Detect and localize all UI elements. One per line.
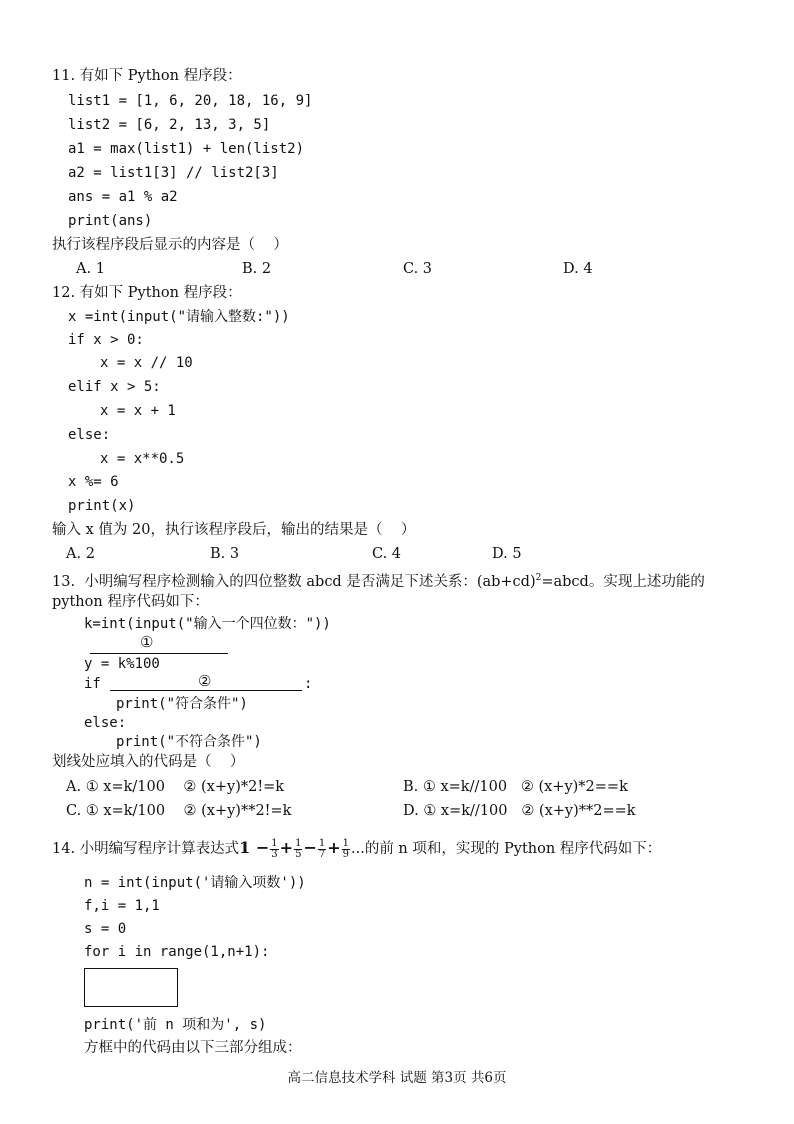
q12-code-line-6: else:: [68, 427, 111, 443]
q11-question: 执行该程序段后显示的内容是（ ）: [52, 237, 288, 253]
q13-stem: 13. 小明编写程序检测输入的四位整数 abcd 是否满足下述关系：$(ab+cd)^2=abcd$。实现上述功能的: [52, 573, 705, 590]
q12-option-b: B. 3: [210, 546, 240, 562]
q11-code-line-6: print(ans): [68, 213, 153, 229]
q11-code-line-2: list2 = [6, 2, 13, 3, 5]: [68, 117, 271, 133]
q14-code-line-3: s = 0: [84, 921, 127, 937]
q12-stem: 12. 有如下 Python 程序段：: [52, 285, 242, 301]
q12-option-a: A. 2: [66, 546, 95, 562]
q14-note: 方框中的代码由以下三部分组成：: [84, 1040, 302, 1056]
q11-option-b: B. 2: [242, 261, 272, 277]
q14-code-line-4: for i in range(1,n+1):: [84, 944, 270, 960]
q13-code-colon: :: [304, 676, 313, 692]
q12-code-line-1: x =int(input("请输入整数:")): [68, 309, 290, 325]
q14-frac-1: $\frac{1}{3}$: [271, 837, 278, 860]
q13-code-line-6: print("不符合条件"): [116, 734, 262, 750]
q14-code-line-5: print('前 n 项和为', s): [84, 1017, 267, 1033]
q12-code-line-5: x = x + 1: [100, 403, 176, 419]
q14-stem: 14. 小明编写程序计算表达式1 − $\frac{1}{3}$ + $\frac{1}{5}$ − $\frac{1}{7}$ + $\frac{1}{9}$ ...的前 n 项和，实现的 Python 程序代码如下：: [52, 837, 662, 860]
q12-option-c: C. 4: [372, 546, 402, 562]
q13-blank-1-label: ①: [140, 633, 154, 651]
q14-code-line-2: f,i = 1,1: [84, 898, 160, 914]
q11-code-line-1: list1 = [1, 6, 20, 18, 16, 9]: [68, 93, 313, 109]
q14-code-box: [84, 968, 178, 1007]
q14-frac-3: $\frac{1}{7}$: [318, 837, 326, 860]
page-footer: 高二信息技术学科 试题 第3页 共6页: [287, 1070, 507, 1086]
q11-code-line-4: a2 = list1[3] // list2[3]: [68, 165, 279, 181]
q13-option-d: D. ① x=k//100 ② (x+y)**2==k: [403, 803, 636, 819]
q14-frac-4: $\frac{1}{9}$: [342, 837, 349, 860]
q13-code-line-3: if: [84, 676, 101, 692]
q13-stem-line-2: python 程序代码如下：: [52, 594, 209, 610]
q13-blank-1-line: [90, 636, 228, 654]
q12-code-line-8: x %= 6: [68, 474, 119, 490]
q14-frac-2: $\frac{1}{5}$: [295, 837, 302, 860]
q11-code-line-5: ans = a1 % a2: [68, 189, 178, 205]
q13-code-line-2: y = k%100: [84, 656, 160, 672]
q13-blank-2-label: ②: [198, 672, 212, 690]
q14-code-line-1: n = int(input('请输入项数')): [84, 875, 306, 891]
q13-code-line-1: k=int(input("输入一个四位数：")): [84, 616, 331, 632]
q11-option-d: D. 4: [563, 261, 593, 277]
q13-code-line-5: else:: [84, 715, 127, 731]
q12-code-line-7: x = x**0.5: [100, 451, 185, 467]
q12-question: 输入 x 值为 20，执行该程序段后，输出的结果是（ ）: [52, 522, 416, 538]
q13-option-b: B. ① x=k//100 ② (x+y)*2==k: [403, 779, 628, 795]
q12-code-line-2: if x > 0:: [68, 332, 144, 348]
q13-option-a: A. ① x=k/100 ② (x+y)*2!=k: [66, 779, 285, 795]
q12-code-line-3: x = x // 10: [100, 355, 193, 371]
q12-code-line-4: elif x > 5:: [68, 379, 161, 395]
q11-option-c: C. 3: [403, 261, 433, 277]
q12-option-d: D. 5: [492, 546, 522, 562]
q13-option-c: C. ① x=k/100 ② (x+y)**2!=k: [66, 803, 292, 819]
q12-code-line-9: print(x): [68, 498, 136, 514]
q11-stem: 11. 有如下 Python 程序段：: [52, 68, 242, 84]
q13-code-line-4: print("符合条件"): [116, 696, 248, 712]
q11-code-line-3: a1 = max(list1) + len(list2): [68, 141, 305, 157]
q14-expr-lead: 1 −: [239, 838, 270, 857]
q13-question: 划线处应填入的代码是（ ）: [52, 754, 245, 770]
q11-option-a: A. 1: [76, 261, 105, 277]
